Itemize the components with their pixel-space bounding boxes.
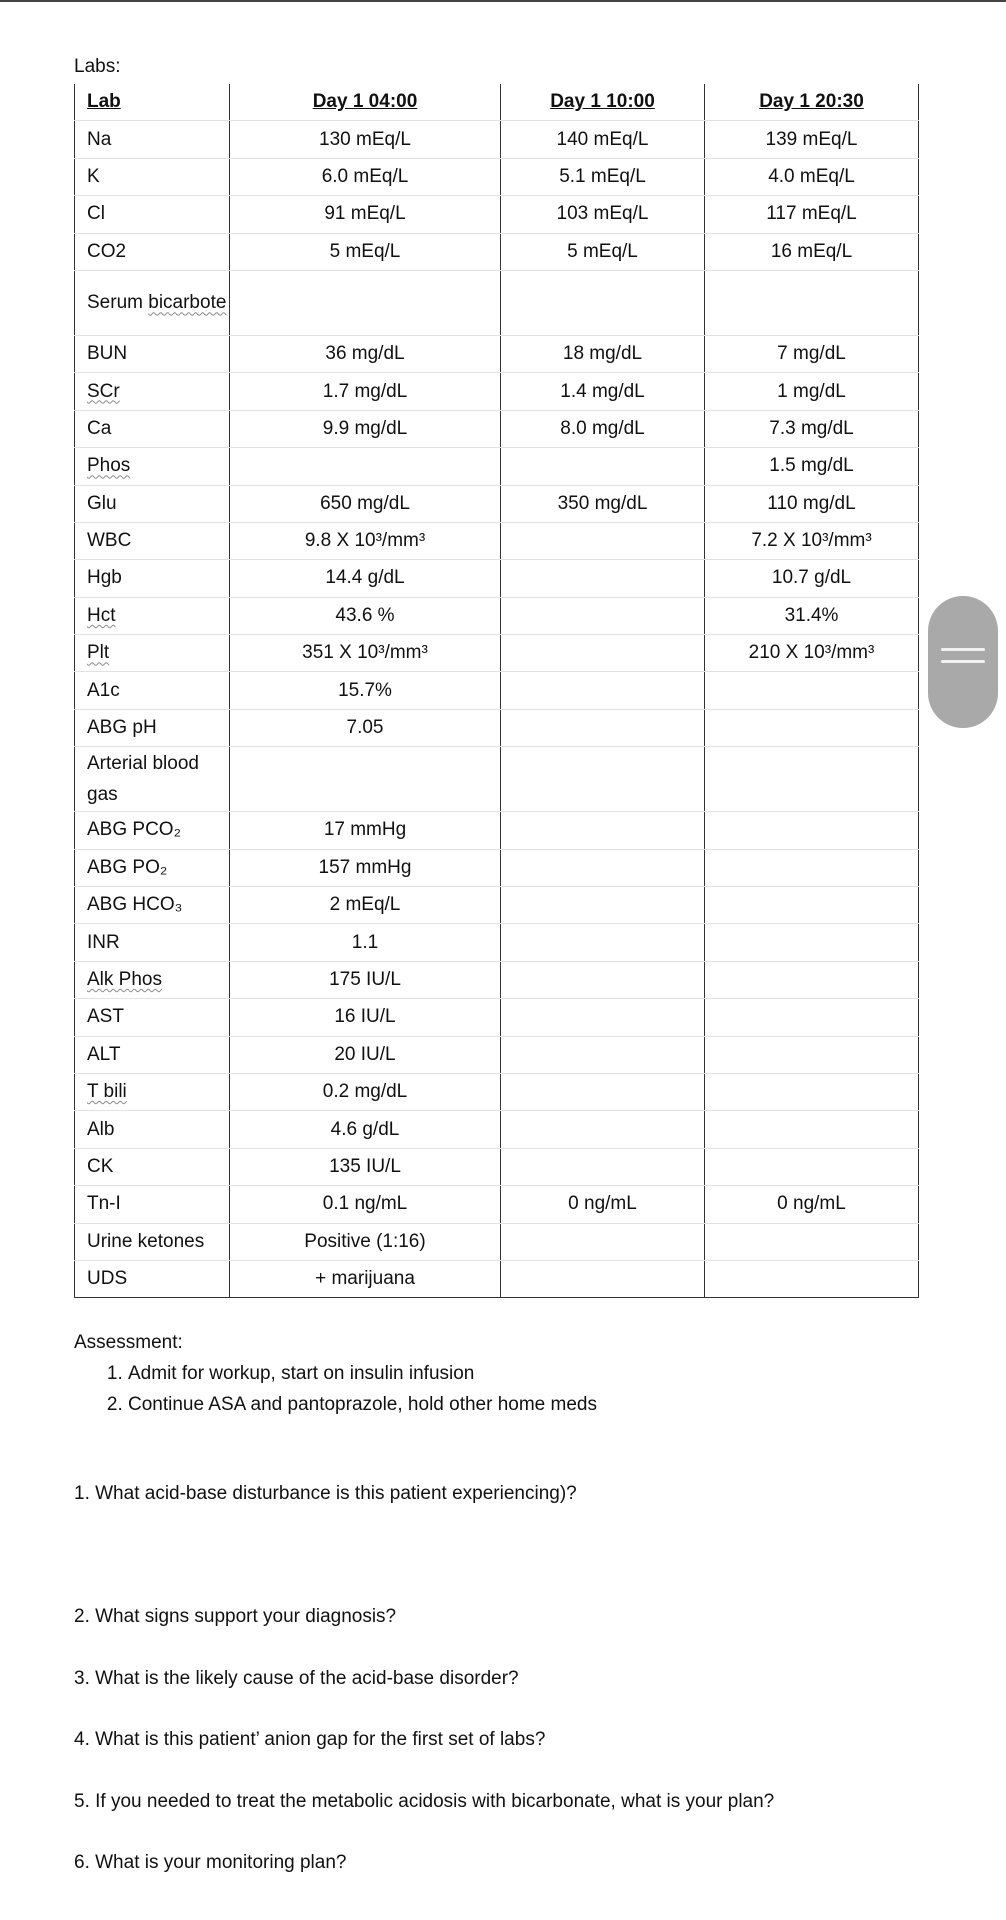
lab-value-cell: 650 mg/dL [230, 485, 501, 522]
lab-value-cell [705, 1260, 919, 1297]
lab-value-cell: 7 mg/dL [705, 335, 919, 372]
lab-name-cell [75, 373, 230, 410]
header-day1-2030: Day 1 20:30 [705, 84, 919, 121]
table-row [75, 560, 919, 597]
lab-value-cell: 0.2 mg/dL [230, 1073, 501, 1110]
lab-value-cell: 16 mEq/L [705, 233, 919, 270]
table-row [75, 233, 919, 270]
grip-line-icon [941, 648, 985, 651]
lab-name-cell [75, 233, 230, 270]
lab-value-cell: 1.7 mg/dL [230, 373, 501, 410]
lab-value-cell: 0 ng/mL [501, 1186, 705, 1223]
lab-name-cell [75, 448, 230, 485]
lab-name-cell [75, 709, 230, 746]
lab-value-cell: 5 mEq/L [230, 233, 501, 270]
lab-name-cell [75, 672, 230, 709]
lab-value-cell: 1.4 mg/dL [501, 373, 705, 410]
lab-value-cell [705, 812, 919, 849]
lab-value-cell: 7.2 X 10³/mm³ [705, 522, 919, 559]
lab-name-cell [75, 1260, 230, 1297]
table-row [75, 1073, 919, 1110]
lab-value-cell [501, 522, 705, 559]
lab-value-cell [501, 961, 705, 998]
lab-value-cell [501, 672, 705, 709]
table-row [75, 410, 919, 447]
top-border-line [0, 0, 1006, 2]
lab-name: Tn-I [87, 1193, 121, 1215]
lab-name-cell [75, 849, 230, 886]
lab-value-cell [501, 1223, 705, 1260]
lab-value-cell [705, 924, 919, 961]
lab-name: ABG PCO₂ [87, 819, 181, 841]
labs-heading: Labs: [74, 56, 121, 77]
assessment-section [74, 1327, 597, 1420]
lab-value-cell: 210 X 10³/mm³ [705, 635, 919, 672]
table-row [75, 373, 919, 410]
lab-name: Arterial blood gas [87, 753, 199, 806]
lab-value-cell: 15.7% [230, 672, 501, 709]
table-row [75, 196, 919, 233]
table-row [75, 849, 919, 886]
lab-name: Phos [87, 455, 131, 477]
lab-value-cell: + marijuana [230, 1260, 501, 1297]
lab-name-cell [75, 158, 230, 195]
lab-value-cell: 14.4 g/dL [230, 560, 501, 597]
lab-name: CO2 [87, 240, 127, 262]
lab-value-cell: 103 mEq/L [501, 196, 705, 233]
lab-name: Na [87, 128, 112, 150]
lab-value-cell: 16 IU/L [230, 999, 501, 1036]
lab-value-cell [501, 709, 705, 746]
lab-name-cell [75, 196, 230, 233]
lab-name: Plt [87, 642, 110, 664]
lab-name: WBC [87, 530, 132, 552]
lab-value-cell: 1 mg/dL [705, 373, 919, 410]
lab-value-cell: 157 mmHg [230, 849, 501, 886]
lab-value-cell [230, 270, 501, 335]
lab-value-cell [705, 747, 919, 812]
lab-value-cell [705, 1036, 919, 1073]
lab-name-cell [75, 335, 230, 372]
lab-value-cell [705, 849, 919, 886]
table-row [75, 812, 919, 849]
lab-name-cell [75, 1073, 230, 1110]
lab-value-cell [501, 1260, 705, 1297]
lab-name: Hgb [87, 567, 122, 589]
lab-value-cell [501, 1148, 705, 1185]
lab-name-cell [75, 635, 230, 672]
lab-value-cell [501, 812, 705, 849]
scroll-handle[interactable] [928, 596, 998, 728]
table-row [75, 1036, 919, 1073]
lab-value-cell: 4.0 mEq/L [705, 158, 919, 195]
lab-value-cell [230, 448, 501, 485]
question-6: 6. What is your monitoring plan? [74, 1852, 347, 1873]
lab-value-cell: 0 ng/mL [705, 1186, 919, 1223]
lab-name: AST [87, 1006, 124, 1028]
lab-name: ABG pH [87, 717, 157, 739]
lab-name: Hct [87, 604, 116, 626]
table-row [75, 522, 919, 559]
question-4: 4. What is this patient’ anion gap for the first set of labs? [74, 1729, 546, 1750]
lab-value-cell: 9.8 X 10³/mm³ [230, 522, 501, 559]
lab-name-cell [75, 887, 230, 924]
lab-name: BUN [87, 343, 128, 365]
lab-name-cell [75, 999, 230, 1036]
table-row [75, 448, 919, 485]
lab-value-cell: 10.7 g/dL [705, 560, 919, 597]
lab-value-cell [501, 270, 705, 335]
lab-value-cell: 117 mEq/L [705, 196, 919, 233]
table-row [75, 335, 919, 372]
lab-value-cell: 5.1 mEq/L [501, 158, 705, 195]
table-row [75, 485, 919, 522]
header-lab: Lab [75, 84, 230, 121]
lab-name: UDS [87, 1268, 128, 1290]
lab-name: Alb [87, 1118, 115, 1140]
table-row [75, 999, 919, 1036]
table-row [75, 924, 919, 961]
lab-value-cell [705, 1073, 919, 1110]
lab-name-cell [75, 1111, 230, 1148]
lab-name-cell [75, 410, 230, 447]
lab-value-cell: 1.1 [230, 924, 501, 961]
lab-value-cell: 130 mEq/L [230, 121, 501, 158]
lab-value-cell: 110 mg/dL [705, 485, 919, 522]
lab-value-cell: 43.6 % [230, 597, 501, 634]
assessment-heading: Assessment: [74, 1332, 183, 1353]
lab-value-cell: 2 mEq/L [230, 887, 501, 924]
table-row [75, 747, 919, 812]
lab-value-cell: 135 IU/L [230, 1148, 501, 1185]
question-1: 1. What acid-base disturbance is this patient experiencing)? [74, 1483, 577, 1504]
lab-value-cell [230, 747, 501, 812]
lab-name-cell [75, 961, 230, 998]
lab-value-cell [705, 1111, 919, 1148]
header-day1-0400: Day 1 04:00 [230, 84, 501, 121]
lab-value-cell [501, 635, 705, 672]
lab-value-cell: 9.9 mg/dL [230, 410, 501, 447]
header-day1-1000: Day 1 10:00 [501, 84, 705, 121]
lab-value-cell: 8.0 mg/dL [501, 410, 705, 447]
lab-value-cell: 91 mEq/L [230, 196, 501, 233]
lab-value-cell: 139 mEq/L [705, 121, 919, 158]
lab-value-cell: 6.0 mEq/L [230, 158, 501, 195]
lab-value-cell [705, 1223, 919, 1260]
lab-value-cell [501, 887, 705, 924]
lab-name: K [87, 165, 100, 187]
lab-name: Ca [87, 417, 112, 439]
lab-value-cell: 4.6 g/dL [230, 1111, 501, 1148]
lab-name-cell [75, 560, 230, 597]
lab-name: Alk Phos [87, 969, 162, 990]
table-row [75, 1148, 919, 1185]
lab-value-cell [501, 999, 705, 1036]
lab-value-cell: 18 mg/dL [501, 335, 705, 372]
assessment-item: 2. Continue ASA and pantoprazole, hold other home meds [128, 1389, 597, 1420]
lab-value-cell: 5 mEq/L [501, 233, 705, 270]
lab-name-cell [75, 1223, 230, 1260]
lab-name: Serum bicarbote [87, 292, 227, 314]
lab-name: Cl [87, 203, 105, 225]
lab-name: ALT [87, 1043, 121, 1065]
lab-name-cell [75, 1186, 230, 1223]
lab-name-cell [75, 1036, 230, 1073]
lab-name-cell [75, 485, 230, 522]
lab-value-cell [705, 999, 919, 1036]
lab-name: INR [87, 931, 120, 953]
table-row [75, 121, 919, 158]
lab-value-cell [705, 887, 919, 924]
table-row [75, 158, 919, 195]
lab-name: A1c [87, 679, 120, 701]
lab-name-cell [75, 270, 230, 335]
lab-value-cell: 36 mg/dL [230, 335, 501, 372]
lab-name-cell [75, 812, 230, 849]
table-row [75, 270, 919, 335]
lab-name-cell [75, 597, 230, 634]
table-row [75, 1223, 919, 1260]
table-row [75, 1260, 919, 1297]
lab-value-cell: 175 IU/L [230, 961, 501, 998]
lab-value-cell [705, 672, 919, 709]
grip-line-icon [941, 660, 985, 663]
question-5: 5. If you needed to treat the metabolic acidosis with bicarbonate, what is your plan? [74, 1791, 775, 1812]
lab-value-cell: 350 mg/dL [501, 485, 705, 522]
lab-name: SCr [87, 380, 120, 402]
lab-value-cell [501, 1073, 705, 1110]
labs-table [74, 84, 919, 1298]
lab-value-cell [501, 560, 705, 597]
lab-value-cell: 351 X 10³/mm³ [230, 635, 501, 672]
lab-value-cell: 31.4% [705, 597, 919, 634]
lab-value-cell [501, 1111, 705, 1148]
lab-name-cell [75, 747, 230, 812]
lab-name-cell [75, 924, 230, 961]
table-row [75, 709, 919, 746]
table-row [75, 635, 919, 672]
table-row [75, 672, 919, 709]
question-3: 3. What is the likely cause of the acid-base disorder? [74, 1668, 519, 1689]
lab-value-cell: Positive (1:16) [230, 1223, 501, 1260]
lab-name: ABG HCO₃ [87, 894, 183, 916]
table-row [75, 597, 919, 634]
lab-value-cell: 0.1 ng/mL [230, 1186, 501, 1223]
lab-value-cell: 17 mmHg [230, 812, 501, 849]
lab-value-cell: 7.05 [230, 709, 501, 746]
table-row [75, 1111, 919, 1148]
lab-name: Glu [87, 492, 117, 514]
lab-value-cell: 140 mEq/L [501, 121, 705, 158]
lab-value-cell: 20 IU/L [230, 1036, 501, 1073]
lab-name: ABG PO₂ [87, 856, 168, 878]
lab-value-cell: 7.3 mg/dL [705, 410, 919, 447]
lab-name-cell [75, 1148, 230, 1185]
assessment-list [74, 1358, 597, 1420]
lab-name-cell [75, 121, 230, 158]
labs-header-row [75, 84, 919, 121]
lab-name: CK [87, 1155, 114, 1177]
lab-value-cell: 1.5 mg/dL [705, 448, 919, 485]
lab-value-cell [501, 597, 705, 634]
lab-value-cell [501, 448, 705, 485]
lab-value-cell [705, 1148, 919, 1185]
lab-value-cell [501, 1036, 705, 1073]
table-row [75, 1186, 919, 1223]
table-row [75, 887, 919, 924]
lab-value-cell [705, 709, 919, 746]
lab-value-cell [705, 961, 919, 998]
lab-value-cell [501, 924, 705, 961]
lab-value-cell [501, 849, 705, 886]
lab-value-cell [705, 270, 919, 335]
lab-name: T bili [87, 1081, 127, 1103]
table-row [75, 961, 919, 998]
assessment-item: 1. Admit for workup, start on insulin infusion [128, 1358, 597, 1389]
question-2: 2. What signs support your diagnosis? [74, 1606, 397, 1627]
lab-name-cell [75, 522, 230, 559]
lab-value-cell [501, 747, 705, 812]
lab-name: Urine ketones [87, 1230, 205, 1252]
